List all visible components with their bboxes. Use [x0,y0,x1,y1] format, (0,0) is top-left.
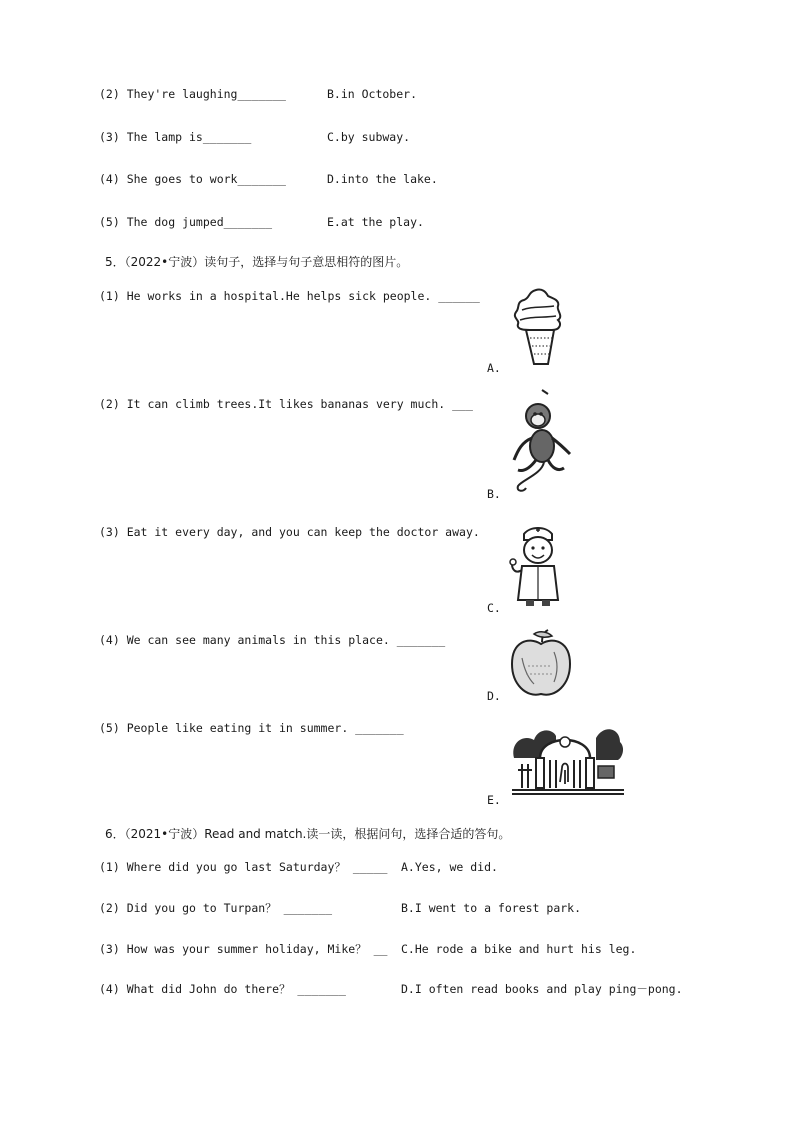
q4-item-5-right: E.at the play. [327,215,424,229]
q5-item-4: (4) We can see many animals in this place. _______ [99,633,446,647]
q4-item-3-left: (3) The lamp is_______ [99,130,252,144]
q4-item-2-right: B.in October. [327,87,418,101]
option-b-letter: B. [487,487,501,501]
q4-item-2-left: (2) They're laughing_______ [99,87,286,101]
q4-item-4-left: (4) She goes to work_______ [99,172,286,186]
q6-question-4: (4) What did John do there？ _______ [99,982,346,996]
monkey-icon [508,388,574,494]
option-e-letter: E. [487,793,501,807]
q6-answer-c: C.He rode a bike and hurt his leg. [401,942,637,956]
q6-answer-a: A.Yes, we did. [401,860,498,874]
ice-cream-icon [508,286,568,368]
q6-question-3: (3) How was your summer holiday, Mike？ __ [99,942,388,956]
q6-question-1: (1) Where did you go last Saturday？ _____ [99,860,388,874]
q5-item-2: (2) It can climb trees.It likes bananas very much. ___ [99,397,473,411]
q5-item-1: (1) He works in a hospital.He helps sick people. ______ [99,289,480,303]
option-a-letter: A. [487,361,501,375]
option-d-letter: D. [487,689,501,703]
q6-answer-b: B.I went to a forest park. [401,901,582,915]
q6-answer-d: D.I often read books and play ping－pong. [401,982,683,996]
doctor-icon [508,524,568,608]
q6-heading: 6．（2021•宁波）Read and match.读一读，根据问句，选择合适的答句。 [105,827,511,841]
q4-item-5-left: (5) The dog jumped_______ [99,215,273,229]
q4-item-4-right: D.into the lake. [327,172,438,186]
apple-icon [508,628,574,700]
zoo-gate-icon [510,718,626,800]
q5-item-5: (5) People like eating it in summer. _______ [99,721,404,735]
q5-item-3: (3) Eat it every day, and you can keep the doctor away. [99,525,480,539]
q4-item-3-right: C.by subway. [327,130,411,144]
option-c-letter: C. [487,601,501,615]
q6-question-2: (2) Did you go to Turpan？ _______ [99,901,333,915]
q5-heading: 5．（2022•宁波）读句子，选择与句子意思相符的图片。 [105,255,409,269]
